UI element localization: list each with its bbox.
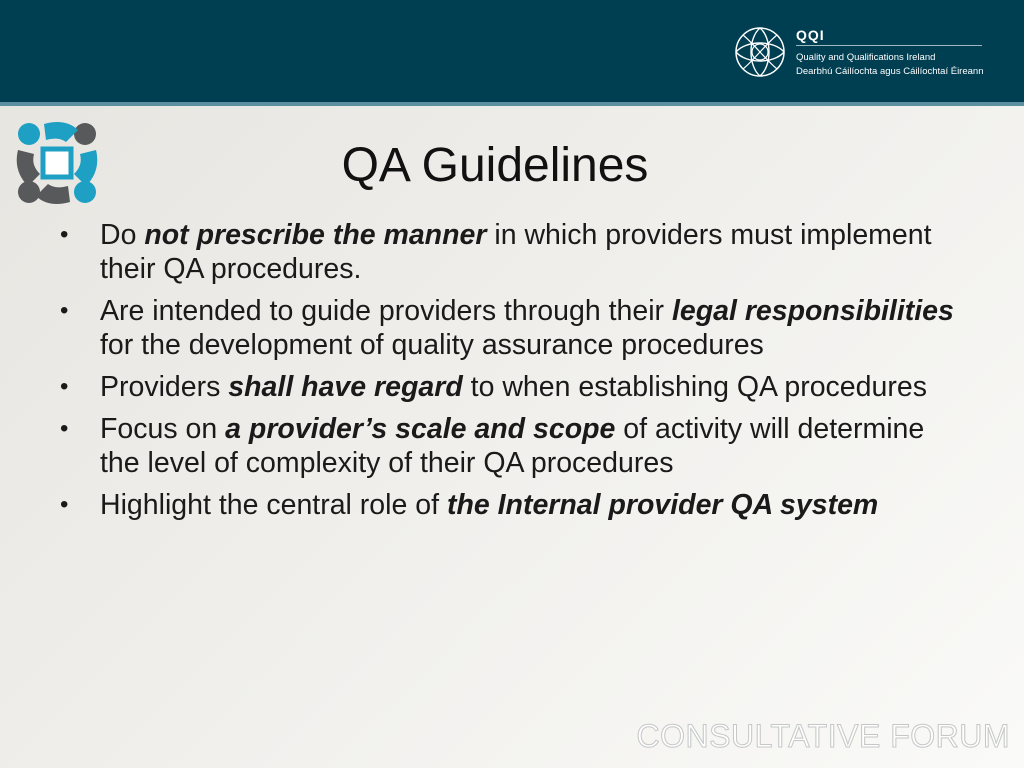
bullet-icon: •: [60, 297, 69, 324]
bullet-text: to when establishing QA procedures: [462, 371, 927, 403]
qqi-acronym: QQI: [796, 27, 825, 43]
bullet-text: Highlight the central role of: [100, 489, 447, 521]
consultative-forum-footer: CONSULTATIVE FORUM: [636, 718, 1010, 754]
bullet-text: of activity will determine the level of complexity of their QA procedures: [100, 413, 925, 479]
bullet-emphasis: a provider’s scale and scope: [225, 413, 616, 445]
bullet-emphasis: the Internal provider QA system: [446, 489, 879, 521]
bullet-text: Are intended to guide providers through their: [100, 295, 672, 327]
bullet-icon: •: [60, 221, 69, 248]
qqi-emblem-icon: [734, 26, 786, 78]
slide-title: QA Guidelines: [341, 139, 649, 192]
bullet-text: for the development of quality assurance procedures: [100, 329, 764, 361]
bullet-text: in which providers must implement their QA procedures.: [100, 219, 932, 285]
bullet-item: [58, 294, 958, 362]
bullet-list: [58, 218, 958, 530]
bullet-icon: •: [60, 415, 69, 442]
qqi-logo-divider: [796, 45, 982, 46]
bullet-emphasis: not prescribe the manner: [144, 219, 487, 251]
bullet-text: Providers: [100, 371, 229, 403]
bullet-item: [58, 412, 958, 480]
bullet-item: [58, 218, 958, 286]
header-divider: [0, 102, 1024, 106]
bullet-item: [58, 488, 958, 522]
bullet-icon: •: [60, 373, 69, 400]
bullet-icon: •: [60, 491, 69, 518]
qqi-logo: [734, 24, 994, 82]
qqi-name-english: Quality and Qualifications Ireland: [796, 52, 936, 63]
bullet-emphasis: legal responsibilities: [671, 295, 954, 327]
people-circle-logo-icon: [8, 116, 106, 210]
bullet-text: Do: [100, 219, 145, 251]
bullet-text: Focus on: [100, 413, 226, 445]
qqi-name-irish: Dearbhú Cáilíochta agus Cáilíochtaí Éireann: [796, 66, 984, 77]
bullet-item: [58, 370, 958, 404]
bullet-emphasis: shall have regard: [228, 371, 463, 403]
